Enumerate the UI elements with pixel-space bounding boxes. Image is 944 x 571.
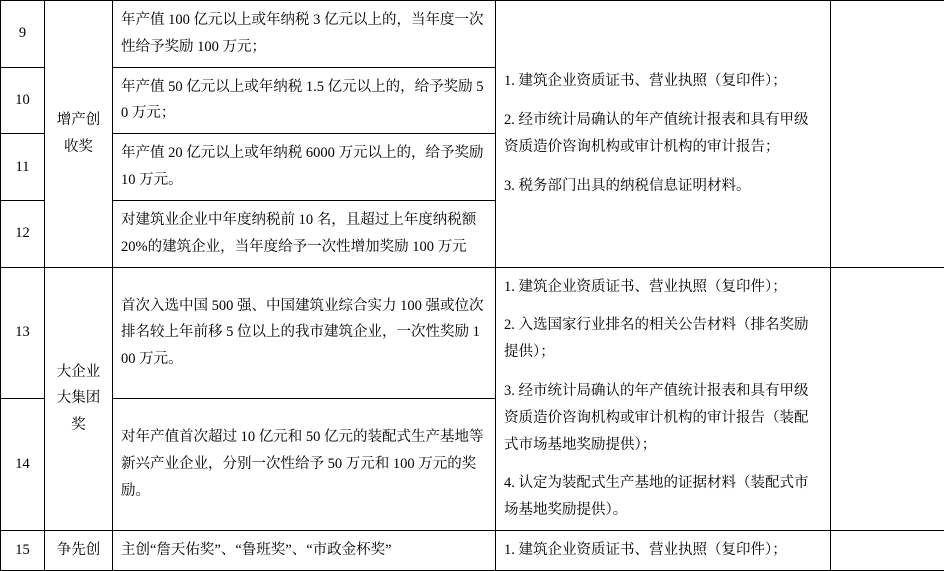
row-number: 14 <box>1 399 45 531</box>
material-item: 3. 经市统计局确认的年产值统计报表和具有甲级资质造价咨询机构或审计机构的审计报告（装配式市场基地奖励提供）； <box>504 378 822 458</box>
row-number: 12 <box>1 200 45 267</box>
material-item: 1. 建筑企业资质证书、营业执照（复印件）； <box>504 537 822 564</box>
category-cell-zhengxianchuang: 争先创 <box>45 531 113 571</box>
material-item: 2. 经市统计局确认的年产值统计报表和具有甲级资质造价咨询机构或审计机构的审计报告； <box>504 107 822 161</box>
row-number: 15 <box>1 531 45 571</box>
row-number: 10 <box>1 67 45 134</box>
material-item: 4. 认定为装配式生产基地的证据材料（装配式市场基地奖励提供）。 <box>504 470 822 524</box>
award-description: 年产值 100 亿元以上或年纳税 3 亿元以上的，当年度一次性给予奖励 100 万元； <box>113 1 496 68</box>
materials-cell-zhengxianchuang <box>496 531 831 571</box>
award-description: 年产值 50 亿元以上或年纳税 1.5 亿元以上的，给予奖励 50 万元； <box>113 67 496 134</box>
award-description: 主创“詹天佑奖”、“鲁班奖”、“市政金杯奖” <box>113 531 496 571</box>
materials-cell-daqiye <box>496 267 831 531</box>
note-cell <box>831 1 944 268</box>
award-description: 首次入选中国 500 强、中国建筑业综合实力 100 强或位次排名较上年前移 5 位以上的我市建筑企业，一次性奖励 100 万元。 <box>113 267 496 399</box>
row-number: 9 <box>1 1 45 68</box>
table-row <box>1 531 944 571</box>
note-cell <box>831 531 944 571</box>
category-cell-daqiye: 大企业大集团奖 <box>45 267 113 531</box>
material-item: 2. 入选国家行业排名的相关公告材料（排名奖励提供）； <box>504 312 822 366</box>
table-row <box>1 1 944 68</box>
table-row <box>1 267 944 399</box>
note-cell <box>831 267 944 531</box>
materials-cell-zengchan <box>496 1 831 268</box>
material-item: 3. 税务部门出具的纳税信息证明材料。 <box>504 173 822 200</box>
row-number: 13 <box>1 267 45 399</box>
award-description: 对年产值首次超过 10 亿元和 50 亿元的装配式生产基地等新兴产业企业，分别一次性给予 50 万元和 100 万元的奖励。 <box>113 399 496 531</box>
award-description: 对建筑业企业中年度纳税前 10 名，且超过上年度纳税额 20%的建筑企业，当年度给予一次性增加奖励 100 万元 <box>113 200 496 267</box>
row-number: 11 <box>1 134 45 201</box>
material-item: 1. 建筑企业资质证书、营业执照（复印件）； <box>504 274 822 301</box>
award-description: 年产值 20 亿元以上或年纳税 6000 万元以上的，给予奖励 10 万元。 <box>113 134 496 201</box>
category-cell-zengchan: 增产创收奖 <box>45 1 113 268</box>
material-item: 1. 建筑企业资质证书、营业执照（复印件）； <box>504 68 822 95</box>
